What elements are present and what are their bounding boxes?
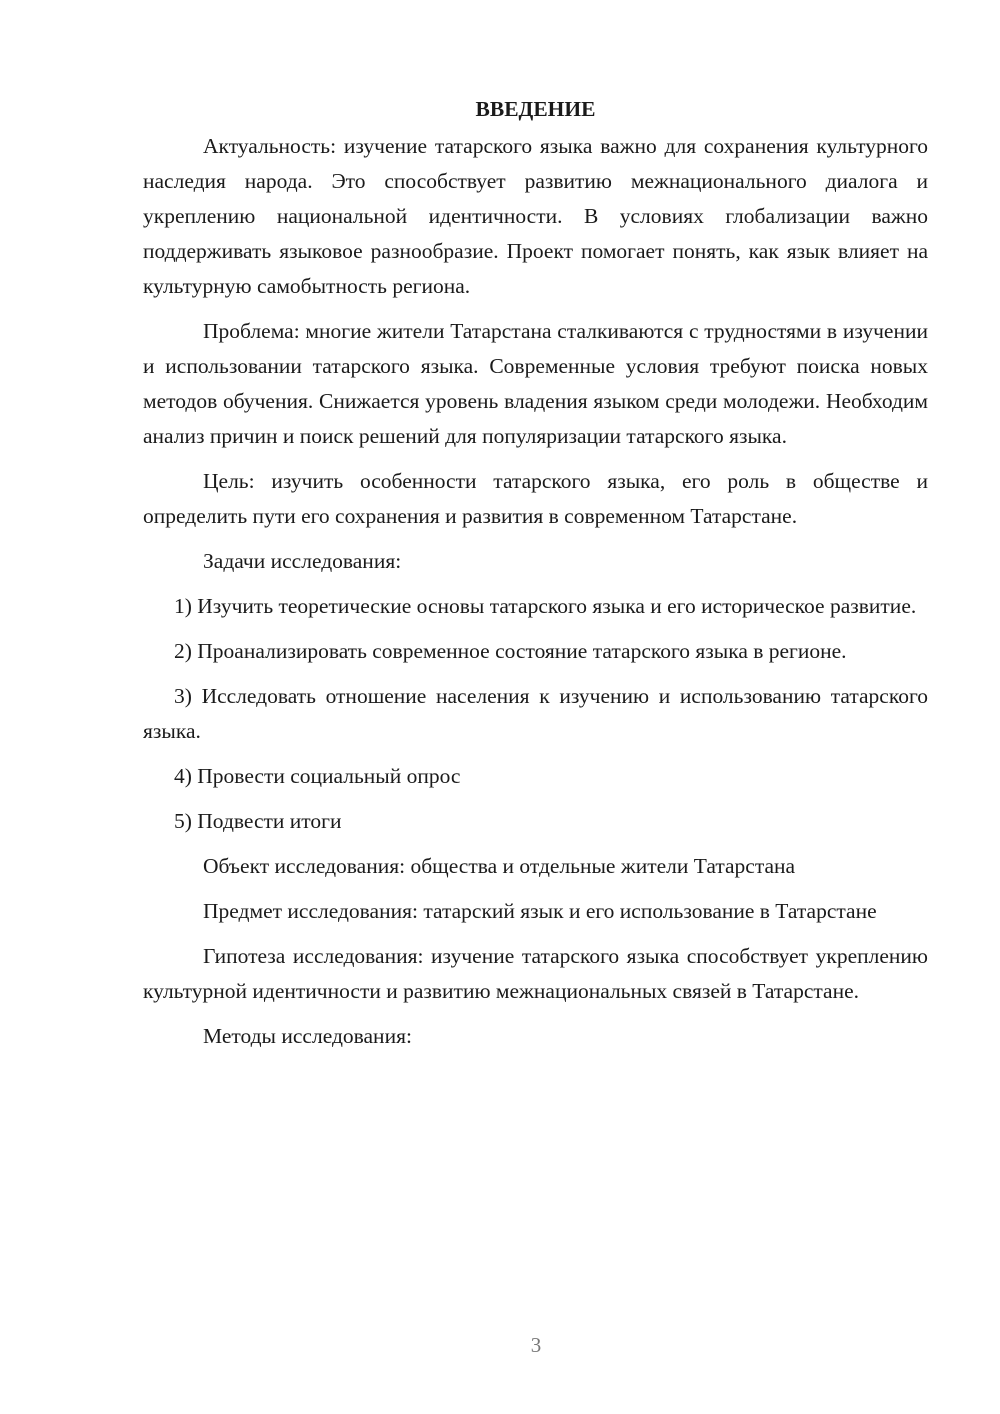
document-page bbox=[143, 92, 928, 1064]
task-item: 2) Проанализировать современное состояние татарского языка в регионе. bbox=[174, 639, 847, 663]
section-title: ВВЕДЕНИЕ bbox=[475, 97, 596, 121]
goal-paragraph: Цель: изучить особенности татарского языка, его роль в обществе и определить пути его сохранения и развития в современном Татарстане. bbox=[143, 469, 928, 528]
subject-paragraph: Предмет исследования: татарский язык и его использование в Татарстане bbox=[203, 899, 877, 923]
task-item: 1) Изучить теоретические основы татарского языка и его историческое развитие. bbox=[174, 594, 917, 618]
task-item: 3) Исследовать отношение населения к изучению и использованию татарского языка. bbox=[143, 684, 928, 743]
task-item: 4) Провести социальный опрос bbox=[174, 764, 461, 788]
tasks-heading: Задачи исследования: bbox=[203, 549, 402, 573]
problem-paragraph: Проблема: многие жители Татарстана сталкиваются с трудностями в изучении и использовании татарского языка. Современные условия требуют поиска новых методов обучения. Снижается уровень владения языком среди молодежи. Необходим анализ причин и поиск решений для популяризации татарского языка. bbox=[143, 319, 928, 448]
methods-heading: Методы исследования: bbox=[203, 1024, 412, 1048]
relevance-paragraph: Актуальность: изучение татарского языка важно для сохранения культурного наследия народа. Это способствует развитию межнационального диалога и укреплению национальной идентичности. В условиях глобализации важно поддерживать языковое разнообразие. Проект помогает понять, как язык влияет на культурную самобытность региона. bbox=[143, 134, 928, 298]
page-number: 3 bbox=[530, 1333, 542, 1357]
task-item: 5) Подвести итоги bbox=[174, 809, 342, 833]
object-paragraph: Объект исследования: общества и отдельные жители Татарстана bbox=[203, 854, 796, 878]
hypothesis-paragraph: Гипотеза исследования: изучение татарского языка способствует укреплению культурной идентичности и развитию межнациональных связей в Татарстане. bbox=[143, 944, 928, 1003]
